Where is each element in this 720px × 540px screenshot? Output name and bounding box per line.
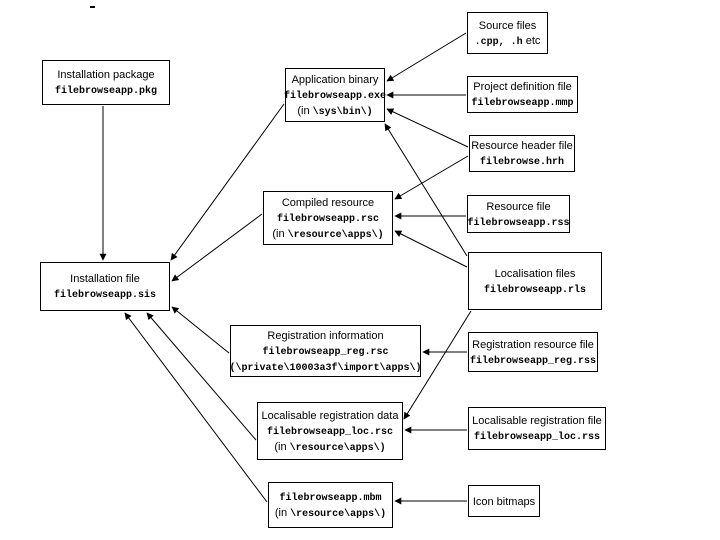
node-mbm-file-line	[279, 489, 381, 505]
node-installation-file	[40, 262, 170, 311]
node-resource-header-file-line	[480, 153, 564, 169]
node-label-segment: filebrowseapp_reg.rsc	[262, 346, 389, 358]
node-source-files	[467, 12, 548, 54]
node-application-binary-line	[284, 87, 386, 103]
node-installation-package-line	[55, 82, 157, 98]
node-mbm-file	[268, 482, 393, 528]
node-label-segment: \resource\apps\)	[290, 509, 387, 520]
node-resource-header-file-line	[471, 138, 573, 153]
node-resource-header-file	[469, 135, 575, 172]
node-resource-file-line	[486, 199, 550, 214]
node-label-segment: (\private\10003a3f\import\apps\)	[229, 362, 422, 374]
arrow-resource-header-file-to-compiled-resource	[395, 156, 468, 199]
node-label-segment: filebrowseapp.rsc	[276, 213, 380, 225]
node-registration-information-line	[229, 359, 421, 375]
node-localisable-registration-file	[468, 407, 606, 450]
node-localisable-registration-file-line	[472, 413, 602, 428]
node-localisable-registration-data-line	[262, 408, 399, 423]
node-label-segment: (in	[274, 507, 291, 519]
node-label-segment: filebrowseapp.mmp	[471, 98, 574, 109]
node-installation-package	[42, 60, 170, 105]
node-label-segment: Localisable registration file	[472, 415, 602, 427]
node-project-definition-file-line	[471, 94, 573, 110]
node-label-segment: Resource header file	[471, 140, 573, 152]
node-localisable-registration-data-line	[274, 439, 385, 455]
arrow-source-files-to-application-binary	[387, 33, 466, 81]
node-compiled-resource	[263, 191, 393, 245]
node-label-segment: \resource\apps\)	[289, 442, 386, 454]
node-compiled-resource-line	[277, 210, 379, 226]
node-label-segment: etc	[522, 34, 541, 47]
node-icon-bitmaps-line	[473, 494, 535, 509]
node-label-segment: filebrowseapp_loc.rss	[473, 432, 601, 443]
node-label-segment: \resource\apps\)	[287, 229, 384, 241]
node-icon-bitmaps	[468, 485, 540, 517]
node-resource-file-line	[467, 214, 569, 230]
node-registration-information	[230, 325, 421, 377]
node-label-segment: filebrowseapp.sis	[53, 290, 157, 301]
node-label-segment: filebrowseapp.rss	[467, 217, 570, 229]
node-registration-information-line	[267, 328, 383, 343]
node-label-segment: filebrowseapp_loc.rsc	[266, 426, 394, 438]
node-label-segment: Application binary	[291, 73, 379, 86]
node-label-segment: Installation package	[57, 69, 155, 81]
node-source-files-line	[479, 18, 536, 33]
node-label-segment: Project definition file	[473, 81, 572, 93]
node-localisation-files-line	[495, 266, 576, 281]
node-registration-resource-file-line	[472, 337, 594, 352]
node-label-segment: Localisable registration data	[261, 409, 399, 422]
node-label-segment: filebrowseapp.mbm	[279, 493, 382, 504]
node-label-segment: Installation file	[70, 273, 140, 285]
node-project-definition-file-line	[473, 79, 571, 94]
node-installation-package-line	[57, 67, 154, 82]
node-application-binary	[285, 68, 385, 122]
node-label-segment: filebrowseapp.exe	[283, 90, 387, 102]
arrow-resource-header-file-to-application-binary	[387, 109, 468, 147]
node-label-segment: (in	[274, 440, 290, 453]
node-source-files-line	[475, 33, 541, 49]
node-label-segment: Icon bitmaps	[472, 495, 536, 508]
node-label-segment: Source files	[478, 19, 537, 32]
node-label-segment: Resource file	[486, 200, 551, 213]
node-label-segment: Localisation files	[494, 267, 576, 280]
node-localisation-files	[468, 252, 602, 310]
node-registration-resource-file-line	[470, 352, 596, 368]
node-label-segment: filebrowseapp.rls	[483, 284, 587, 296]
node-label-segment: filebrowse.hrh	[479, 157, 564, 168]
node-label-segment: (in	[297, 104, 313, 117]
node-label-segment: Compiled resource	[281, 196, 375, 209]
node-installation-file-line	[54, 286, 156, 302]
arrow-localisation-files-to-compiled-resource	[395, 231, 467, 267]
node-resource-file	[467, 195, 570, 233]
arrow-localisation-files-to-application-binary	[385, 124, 467, 256]
stray-mark	[90, 6, 95, 8]
node-label-segment: (in	[272, 227, 288, 240]
node-label-segment: Registration resource file	[472, 338, 594, 351]
node-compiled-resource-line	[282, 195, 374, 210]
node-label-segment: .cpp, .h	[474, 36, 523, 48]
node-localisable-registration-data-line	[267, 423, 393, 439]
node-localisable-registration-data	[257, 402, 403, 460]
node-registration-resource-file	[468, 332, 598, 372]
node-label-segment: Registration information	[267, 329, 384, 342]
node-registration-information-line	[262, 343, 388, 359]
node-mbm-file-line	[275, 505, 386, 521]
node-application-binary-line	[297, 103, 372, 119]
arrow-registration-information-to-installation-file	[172, 307, 229, 353]
arrow-compiled-resource-to-installation-file	[172, 214, 262, 281]
node-label-segment: \sys\bin\)	[312, 106, 373, 118]
node-installation-file-line	[70, 271, 140, 286]
node-application-binary-line	[292, 72, 379, 87]
node-project-definition-file	[467, 76, 578, 113]
node-label-segment: filebrowseapp.pkg	[54, 86, 158, 97]
node-localisable-registration-file-line	[474, 428, 600, 444]
node-localisation-files-line	[484, 281, 586, 297]
node-label-segment: filebrowseapp_reg.rss	[469, 355, 597, 367]
node-compiled-resource-line	[272, 226, 383, 242]
